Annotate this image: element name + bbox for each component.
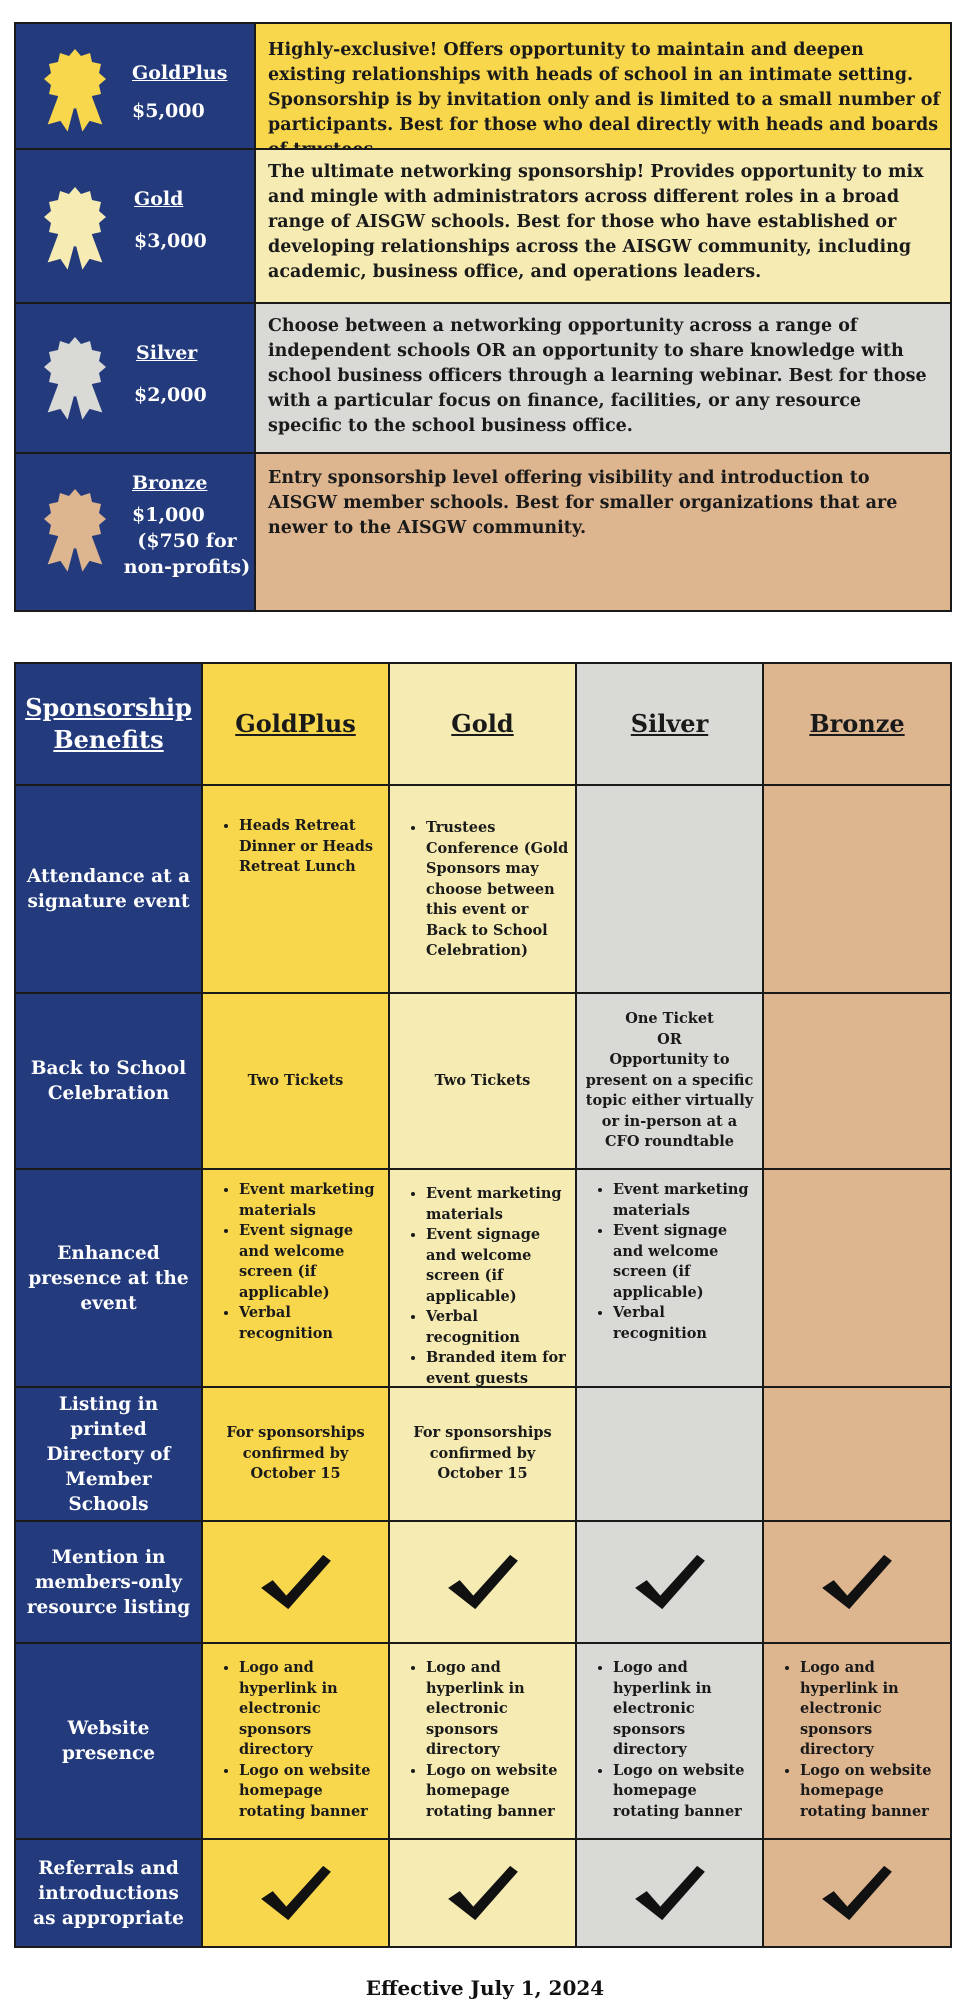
benefit-label: Attendance at a signature event bbox=[16, 786, 203, 992]
benefit-item: • Branded item for event guests bbox=[426, 1348, 569, 1389]
benefit-item: • Logo on website homepage rotating banner bbox=[613, 1761, 756, 1823]
tier-name: GoldPlus bbox=[132, 62, 228, 84]
benefit-cell-bronze-empty bbox=[764, 1170, 950, 1386]
tier-price: $5,000 bbox=[132, 100, 205, 122]
goldplus-medal-icon bbox=[38, 46, 112, 136]
tier-row-goldplus bbox=[16, 24, 950, 150]
benefit-item: • Logo and hyperlink in electronic sponsors directory bbox=[239, 1658, 382, 1761]
tier-row-silver bbox=[16, 304, 950, 454]
benefit-cell-gold bbox=[390, 1522, 577, 1642]
tier-badge-cell bbox=[16, 150, 256, 302]
benefit-row-website-presence bbox=[16, 1644, 950, 1840]
benefit-row-back-to-school bbox=[16, 994, 950, 1170]
benefit-item: • Trustees Conference (Gold Sponsors may choose between this event or Back to School Celebration) bbox=[426, 818, 569, 962]
benefit-item: • Logo on website homepage rotating banner bbox=[800, 1761, 944, 1823]
benefit-item: • Event signage and welcome screen (if applicable) bbox=[239, 1221, 382, 1303]
column-header-bronze: Bronze bbox=[764, 664, 950, 784]
tier-name: Gold bbox=[134, 188, 184, 210]
benefit-cell-gold bbox=[390, 1840, 577, 1946]
benefit-cell-goldplus bbox=[203, 1170, 390, 1386]
benefit-cell-gold: For sponsorships confirmed by October 15 bbox=[390, 1388, 577, 1520]
benefit-cell-silver-empty bbox=[577, 786, 764, 992]
benefit-cell-goldplus bbox=[203, 786, 390, 992]
benefit-item: • Logo and hyperlink in electronic sponsors directory bbox=[426, 1658, 569, 1761]
benefit-cell-silver-empty bbox=[577, 1388, 764, 1520]
benefit-label: Back to School Celebration bbox=[16, 994, 203, 1168]
benefits-header-label-cell bbox=[16, 664, 203, 784]
benefit-row-resource-listing bbox=[16, 1522, 950, 1644]
benefit-item: • Verbal recognition bbox=[426, 1307, 569, 1348]
benefit-cell-silver bbox=[577, 1644, 764, 1838]
tier-badge-cell bbox=[16, 304, 256, 452]
benefit-item: • Heads Retreat Dinner or Heads Retreat Lunch bbox=[239, 816, 382, 878]
benefit-cell-silver bbox=[577, 1170, 764, 1386]
benefit-item: • Logo on website homepage rotating banner bbox=[239, 1761, 382, 1823]
tier-badge-cell bbox=[16, 454, 256, 610]
checkmark-icon bbox=[818, 1862, 896, 1924]
checkmark-icon bbox=[631, 1551, 709, 1613]
checkmark-icon bbox=[444, 1551, 522, 1613]
column-header-silver: Silver bbox=[577, 664, 764, 784]
effective-date: Effective July 1, 2024 bbox=[365, 1976, 605, 2000]
sponsorship-tiers-table bbox=[14, 22, 952, 612]
tier-description: The ultimate networking sponsorship! Provides opportunity to mix and mingle with administrators across different roles in a broad range of AISGW schools. Best for those who have established or developing relationships across the AISGW community, including academic, business office, and operations leaders. bbox=[256, 150, 950, 302]
benefit-label: Mention in members-only resource listing bbox=[16, 1522, 203, 1642]
benefit-cell-bronze-empty bbox=[764, 1388, 950, 1520]
benefit-row-attendance bbox=[16, 786, 950, 994]
benefit-item: • Event marketing materials bbox=[613, 1180, 756, 1221]
column-header-gold: Gold bbox=[390, 664, 577, 784]
checkmark-icon bbox=[257, 1551, 335, 1613]
benefit-label: Listing in printed Directory of Member Schools bbox=[16, 1388, 203, 1520]
tier-price-note: ($750 for non-profits) bbox=[123, 530, 251, 578]
gold-medal-icon bbox=[38, 184, 112, 274]
benefit-cell-goldplus bbox=[203, 1522, 390, 1642]
benefit-cell-goldplus: Two Tickets bbox=[203, 994, 390, 1168]
benefit-label: Enhanced presence at the event bbox=[16, 1170, 203, 1386]
benefit-text-line: Opportunity to present on a specific topic either virtually or in-person at a CFO roundtable bbox=[585, 1051, 754, 1151]
benefit-cell-silver bbox=[577, 994, 764, 1168]
checkmark-icon bbox=[257, 1862, 335, 1924]
column-header-goldplus: GoldPlus bbox=[203, 664, 390, 784]
benefit-row-enhanced-presence bbox=[16, 1170, 950, 1388]
benefit-cell-bronze-empty bbox=[764, 786, 950, 992]
benefit-cell-gold bbox=[390, 786, 577, 992]
benefit-item: • Logo and hyperlink in electronic sponsors directory bbox=[613, 1658, 756, 1761]
benefit-item: • Logo on website homepage rotating banner bbox=[426, 1761, 569, 1823]
benefit-cell-silver bbox=[577, 1522, 764, 1642]
benefit-item: • Event signage and welcome screen (if applicable) bbox=[613, 1221, 756, 1303]
silver-medal-icon bbox=[38, 334, 112, 424]
tier-price: $2,000 bbox=[134, 384, 207, 406]
sponsorship-benefits-table bbox=[14, 662, 952, 1948]
tier-name: Silver bbox=[136, 342, 198, 364]
checkmark-icon bbox=[444, 1862, 522, 1924]
benefit-cell-silver bbox=[577, 1840, 764, 1946]
benefit-item: • Event signage and welcome screen (if applicable) bbox=[426, 1225, 569, 1307]
benefit-cell-gold: Two Tickets bbox=[390, 994, 577, 1168]
benefit-cell-bronze bbox=[764, 1644, 950, 1838]
benefit-text-line: One Ticket bbox=[625, 1010, 714, 1028]
benefit-row-directory-listing bbox=[16, 1388, 950, 1522]
benefit-cell-goldplus: For sponsorships confirmed by October 15 bbox=[203, 1388, 390, 1520]
bronze-medal-icon bbox=[38, 486, 112, 576]
tier-price: $3,000 bbox=[134, 230, 207, 252]
benefit-cell-gold bbox=[390, 1170, 577, 1386]
benefit-item: • Event marketing materials bbox=[239, 1180, 382, 1221]
benefit-label: Referrals and introductions as appropriate bbox=[16, 1840, 203, 1946]
benefit-item: • Verbal recognition bbox=[239, 1303, 382, 1344]
tier-description: Highly-exclusive! Offers opportunity to maintain and deepen existing relationships with heads of school in an intimate setting. Sponsorship is by invitation only and is limited to a small number of participants. Best for those who deal directly with heads and boards bbox=[256, 24, 950, 148]
benefits-header-row bbox=[16, 664, 950, 786]
benefit-item: • Logo and hyperlink in electronic sponsors directory bbox=[800, 1658, 944, 1761]
benefit-item: • Verbal recognition bbox=[613, 1303, 756, 1344]
tier-badge-cell bbox=[16, 24, 256, 148]
tier-row-gold bbox=[16, 150, 950, 304]
benefit-cell-goldplus bbox=[203, 1644, 390, 1838]
benefits-header-label: Sponsorship Benefits bbox=[25, 693, 192, 754]
benefit-label: Website presence bbox=[16, 1644, 203, 1838]
tier-row-bronze bbox=[16, 454, 950, 610]
benefit-cell-bronze bbox=[764, 1522, 950, 1642]
tier-price: $1,000 bbox=[132, 504, 205, 526]
benefit-cell-bronze bbox=[764, 1840, 950, 1946]
checkmark-icon bbox=[818, 1551, 896, 1613]
benefit-row-referrals bbox=[16, 1840, 950, 1946]
benefit-cell-goldplus bbox=[203, 1840, 390, 1946]
tier-description: Choose between a networking opportunity across a range of independent schools OR an opportunity to share knowledge with school business officers through a learning webinar. Best for those with a particular focus on finance, facilities, or any resource specific to the school business office. bbox=[256, 304, 950, 452]
benefit-item: • Event marketing materials bbox=[426, 1184, 569, 1225]
tier-name: Bronze bbox=[132, 472, 208, 494]
tier-description: Entry sponsorship level offering visibility and introduction to AISGW member schools. Best for smaller organizations that are newer to the AISGW community. bbox=[256, 454, 950, 610]
benefit-cell-bronze-empty bbox=[764, 994, 950, 1168]
checkmark-icon bbox=[631, 1862, 709, 1924]
benefit-text-line: OR bbox=[657, 1030, 682, 1048]
benefit-cell-gold bbox=[390, 1644, 577, 1838]
